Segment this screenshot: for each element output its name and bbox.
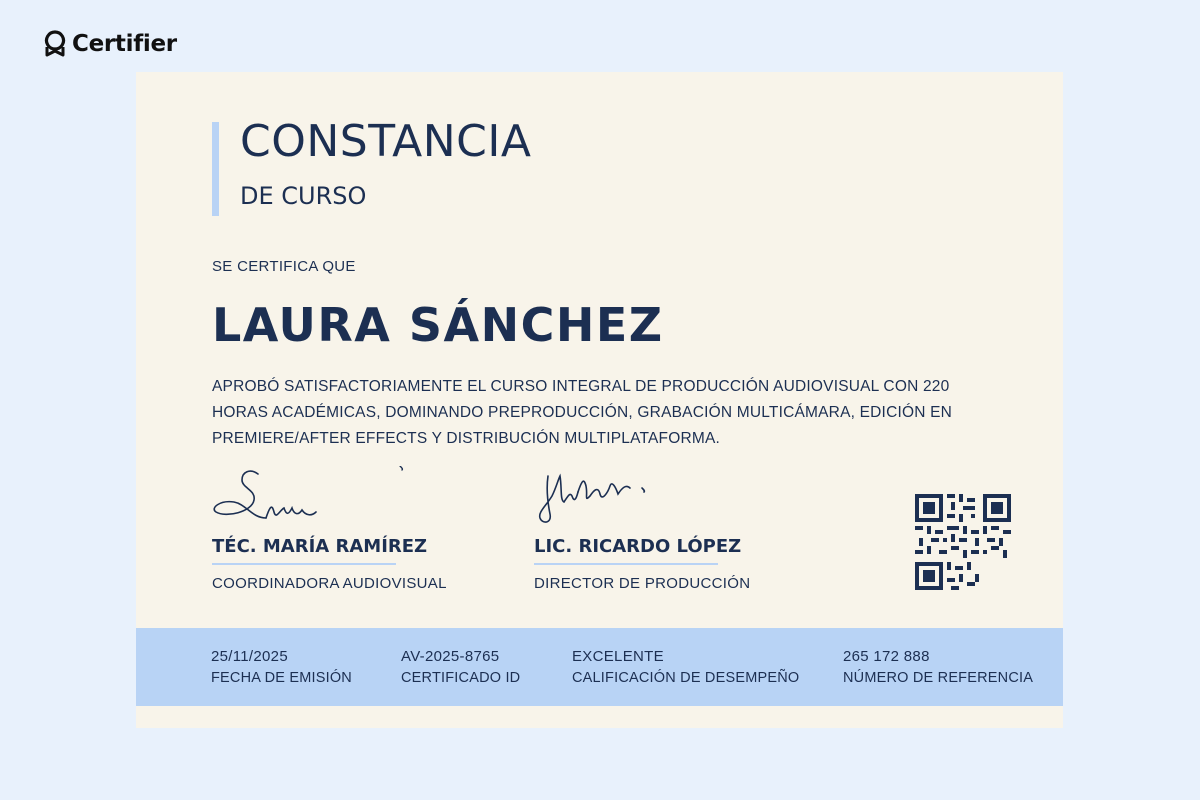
performance-grade-label: CALIFICACIÓN DE DESEMPEÑO <box>572 670 800 686</box>
reference-number-field <box>843 648 1033 686</box>
issue-date-field <box>211 648 352 686</box>
performance-grade-field <box>572 648 799 686</box>
performance-grade-value: EXCELENTE <box>572 648 664 665</box>
qr-code-icon[interactable] <box>915 494 1011 590</box>
brand-name: Certifier <box>72 31 177 57</box>
certifier-logo-icon <box>44 30 66 58</box>
certificate-id-value: AV-2025-8765 <box>401 648 500 665</box>
reference-number-value: 265 172 888 <box>843 648 930 665</box>
signer-role: DIRECTOR DE PRODUCCIÓN <box>534 575 751 592</box>
recipient-name: LAURA SÁNCHEZ <box>212 298 664 352</box>
certificate-id-label: CERTIFICADO ID <box>401 670 521 686</box>
issue-date-value: 25/11/2025 <box>211 648 288 665</box>
certificate-subtitle: DE CURSO <box>240 182 367 210</box>
signer-name: LIC. RICARDO LÓPEZ <box>534 536 742 557</box>
signer-block <box>534 466 814 592</box>
certificate-title: CONSTANCIA <box>240 116 532 167</box>
signature-underline <box>212 563 396 565</box>
signer-name: TÉC. MARÍA RAMÍREZ <box>212 536 428 557</box>
title-accent-bar <box>212 122 219 216</box>
certificate-intro: SE CERTIFICA QUE <box>212 258 356 275</box>
signer-role: COORDINADORA AUDIOVISUAL <box>212 575 447 592</box>
reference-number-label: NÚMERO DE REFERENCIA <box>843 670 1034 686</box>
brand-logo <box>44 30 177 58</box>
issue-date-label: FECHA DE EMISIÓN <box>211 670 352 686</box>
certificate <box>136 72 1063 728</box>
certificate-id-field <box>401 648 520 686</box>
signer-block <box>212 466 492 592</box>
certificate-description: APROBÓ SATISFACTORIAMENTE EL CURSO INTEGRAL DE PRODUCCIÓN AUDIOVISUAL CON 220 HORAS ACADÉMICAS, DOMINANDO PREPRODUCCIÓN, GRABACIÓN MULTICÁMARA, EDICIÓN EN PREMIERE/AFTER EFFECTS Y DISTRIBUCIÓN MULTIPLATAFORMA. <box>212 378 953 447</box>
signature-image <box>212 466 412 530</box>
signature-underline <box>534 563 718 565</box>
signature-image <box>534 466 734 530</box>
certificate-details-bar <box>136 628 1063 706</box>
